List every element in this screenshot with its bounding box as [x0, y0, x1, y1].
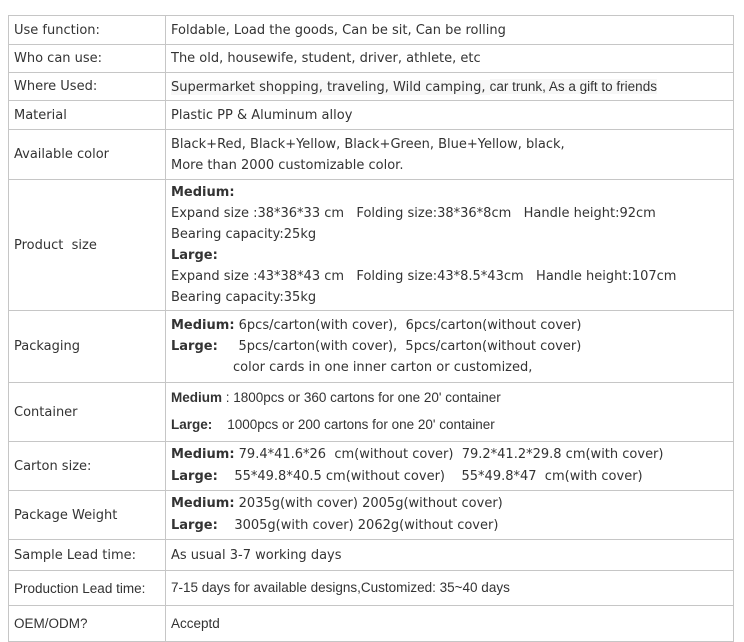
text-segment: 3005g(with cover) 2062g(without cover): [217, 518, 499, 533]
table-row: [9, 130, 734, 180]
text-segment: 5pcs/carton(with cover), 5pcs/carton(without cover): [217, 339, 582, 354]
row-value: [166, 16, 734, 45]
value-line: [171, 287, 729, 308]
table-row: [9, 383, 734, 442]
row-label: Product size: [9, 180, 166, 311]
text-segment: Medium: [171, 390, 223, 405]
text-segment: 55*49.8*40.5 cm(without cover) 55*49.8*47 cm(with cover): [217, 469, 643, 484]
table-row: [9, 101, 734, 130]
text-segment: The old, housewife, student, driver, athlete, etc: [171, 51, 481, 66]
row-value: [166, 383, 734, 442]
value-line: [171, 444, 729, 466]
product-spec-table: [8, 15, 734, 642]
value-line: [171, 224, 729, 245]
value-line: [171, 385, 729, 412]
row-value: [166, 180, 734, 311]
table-row: [9, 73, 734, 101]
row-value: [166, 491, 734, 540]
value-line: [171, 613, 729, 635]
text-segment: Supermarket shopping, traveling, Wild camping,: [171, 79, 490, 95]
value-line: [171, 105, 729, 126]
text-segment: Plastic PP & Aluminum alloy: [171, 107, 353, 123]
value-line: [171, 76, 729, 98]
text-segment: Black+Red, Black+Yellow, Black+Green, Blue+Yellow, black,: [171, 136, 565, 152]
value-line: [171, 545, 729, 566]
text-segment: 6pcs/carton(with cover), 6pcs/carton(without cover): [234, 318, 582, 333]
table-row: [9, 180, 734, 311]
row-label: Container: [9, 383, 166, 442]
value-line: [171, 155, 729, 176]
row-label: Use function:: [9, 16, 166, 45]
text-segment: Bearing capacity:25kg: [171, 227, 317, 242]
text-segment: Medium:: [171, 496, 235, 511]
text-segment: Large:: [171, 469, 218, 484]
table-row: [9, 540, 734, 571]
row-label: Who can use:: [9, 45, 166, 73]
value-line: [171, 20, 729, 41]
row-value: [166, 442, 734, 491]
row-label: Sample Lead time:: [9, 540, 166, 571]
text-segment: 7-15 days for available designs,Customized: 35~40 days: [171, 580, 510, 595]
row-label: Where Used:: [9, 73, 166, 101]
text-segment: car trunk, As a gift to friends: [489, 78, 657, 94]
value-line: [171, 577, 729, 599]
row-label: Available color: [9, 130, 166, 180]
text-segment: 2035g(with cover) 2005g(without cover): [234, 496, 503, 511]
value-line: [171, 515, 729, 537]
spec-table-body: [9, 16, 734, 642]
value-line: [171, 412, 729, 439]
row-label: Package Weight: [9, 491, 166, 540]
value-line: [171, 493, 729, 515]
value-line: [171, 336, 729, 357]
row-value: [166, 130, 734, 180]
text-segment: : 1800pcs or 360 cartons for one 20' container: [222, 390, 501, 405]
value-line: [171, 48, 729, 69]
text-segment: Large:: [171, 417, 213, 432]
table-row: [9, 45, 734, 73]
value-line: [171, 357, 729, 378]
row-label: Carton size:: [9, 442, 166, 491]
text-segment: More than 2000 customizable color.: [171, 157, 404, 173]
text-segment: Expand size :38*36*33 cm Folding size:38*36*8cm Handle height:92cm: [171, 206, 656, 221]
text-segment: Medium:: [171, 185, 235, 200]
row-label: Material: [9, 101, 166, 130]
row-value: [166, 73, 734, 101]
text-segment: Acceptd: [171, 615, 220, 631]
row-label: Packaging: [9, 311, 166, 383]
text-segment: Bearing capacity:35kg: [171, 290, 317, 305]
value-line: [171, 245, 729, 266]
value-line: [171, 315, 729, 336]
text-segment: Medium:: [171, 318, 235, 333]
row-value: [166, 45, 734, 73]
row-value: [166, 101, 734, 130]
value-line: [171, 182, 729, 203]
text-segment: Expand size :43*38*43 cm Folding size:43*8.5*43cm Handle height:107cm: [171, 269, 677, 284]
table-row: [9, 311, 734, 383]
row-value: [166, 311, 734, 383]
value-line: [171, 466, 729, 488]
table-row: [9, 491, 734, 540]
row-label: OEM/ODM?: [9, 606, 166, 642]
table-row: [9, 571, 734, 606]
text-segment: As usual 3-7 working days: [171, 547, 342, 563]
value-line: [171, 134, 729, 155]
row-label: Production Lead time:: [9, 571, 166, 606]
table-row: [9, 442, 734, 491]
text-segment: Large:: [171, 339, 218, 354]
text-segment: Large:: [171, 248, 218, 263]
text-segment: Medium:: [171, 447, 235, 462]
value-line: [171, 203, 729, 224]
text-segment: Large:: [171, 518, 218, 533]
text-segment: 1000pcs or 200 cartons for one 20' container: [212, 417, 495, 432]
text-segment: Foldable, Load the goods, Can be sit, Can be rolling: [171, 22, 506, 38]
row-value: [166, 571, 734, 606]
table-row: [9, 606, 734, 642]
text-segment: color cards in one inner carton or customized,: [171, 360, 533, 375]
table-row: [9, 16, 734, 45]
row-value: [166, 540, 734, 571]
row-value: [166, 606, 734, 642]
text-segment: 79.4*41.6*26 cm(without cover) 79.2*41.2*29.8 cm(with cover): [234, 447, 664, 462]
value-line: [171, 266, 729, 287]
product-spec-sheet: [0, 15, 744, 631]
